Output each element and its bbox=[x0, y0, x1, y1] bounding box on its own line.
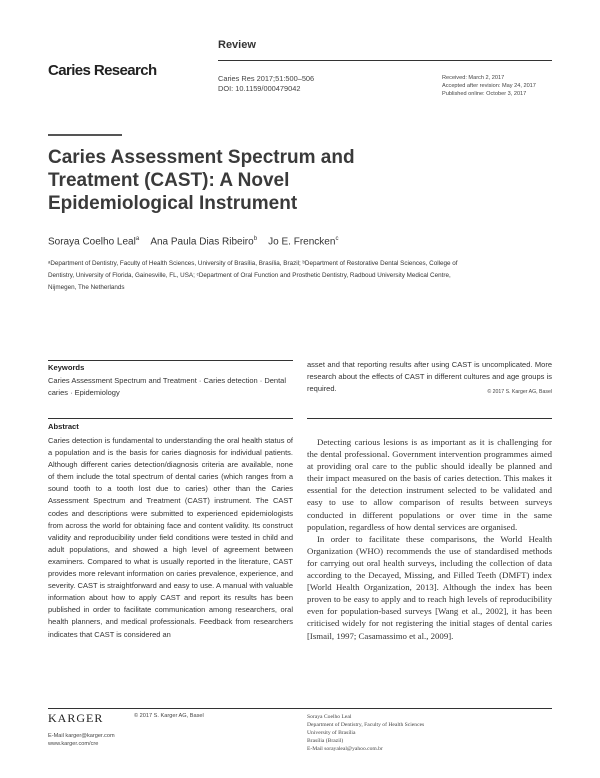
footer-copyright: © 2017 S. Karger AG, Basel bbox=[134, 713, 204, 719]
citation-block bbox=[218, 74, 314, 94]
publisher-website[interactable]: www.karger.com/cre bbox=[48, 741, 99, 747]
abstract-heading: Abstract bbox=[48, 422, 79, 431]
body-paragraph: In order to facilitate these comparisons, the World Health Organization (WHO) recommends the use of standardised methods for carrying out oral health surveys, including the collection of data according to the Decayed, Missing, and Filled Teeth (DMFT) index [World Health Organization, 2013]. Although the index has been proven to be easy to apply and to reach high levels of reproducibility even for population-based surveys [Wang et al., 2002], it has been criticised widely for not registering the initial stages of dental caries [Ismail, 1997; Casamassimo et al., 2009]. bbox=[307, 533, 552, 641]
keywords-rule bbox=[48, 360, 293, 361]
received-date: Received: March 2, 2017 bbox=[442, 75, 505, 81]
keywords-text: Caries Assessment Spectrum and Treatment · Caries detection · Dental caries · Epidemiology bbox=[48, 376, 287, 397]
publisher-logo: KARGER bbox=[48, 711, 104, 725]
author-list bbox=[48, 236, 338, 247]
section-label: Review bbox=[218, 39, 256, 51]
author-name: Jo E. Frencken bbox=[268, 236, 336, 248]
corr-university: University of Brasília bbox=[307, 730, 356, 736]
dates-block bbox=[442, 74, 536, 98]
body-text bbox=[307, 436, 552, 642]
author-name: Ana Paula Dias Ribeiro bbox=[150, 236, 254, 248]
abstract-text: Caries detection is fundamental to understanding the oral health status of a population and is the basis for caries diagnosis for individual patients. Although different caries detection/diagnosis criteria are available, none of them include the total spectrum of dental caries (which ranges from a sound tooth to a tooth lost due to caries) other than the Caries Assessment Spectrum and Treatment (CAST) instrument. The CAST codes and descriptions were submitted to experienced epidemiologists from across the world for obtaining face and content validity. Its construct validity and reproducibility under field conditions were tested in child and adult populations, and showed a high level of agreement between examiners. Compared to what is usually reported in the literature, CAST provides more relevant information on caries prevalence, experience, and severity. CAST is straightforward and easy to use. A manual with valuable information about how to apply CAST and report its results has been published in order to facilitate communication among researchers, oral health planners, and medical professionals. Feedback from researchers indicates that CAST is considered an bbox=[48, 436, 293, 639]
published-date: Published online: October 3, 2017 bbox=[442, 91, 527, 97]
abstract-continuation: asset and that reporting results after using CAST is uncomplicated. More research about the effects of CAST in different cultures and age groups is required. bbox=[307, 360, 552, 394]
affiliations: ᵃDepartment of Dentistry, Faculty of Health Sciences, University of Brasília, Brasília, Brazil; ᵇDepartment of Restorative Dental Sciences, College of Dentistry, University of Florida, Gainesville, FL, USA; ᶜDepartment of Oral Function and Prosthetic Dentistry, Radboud University Medical Centre, Nijmegen, The Netherlands bbox=[48, 260, 458, 291]
journal-name: Caries Research bbox=[48, 62, 157, 79]
correspondence-block bbox=[307, 713, 424, 753]
doi-link[interactable]: DOI: 10.1159/000479042 bbox=[218, 84, 301, 93]
author-affil-mark: c bbox=[335, 236, 339, 242]
corr-name: Soraya Coelho Leal bbox=[307, 714, 352, 720]
header-rule bbox=[218, 60, 552, 61]
title-accent-bar bbox=[48, 134, 122, 136]
abstract-rule bbox=[48, 418, 293, 419]
author-affil-mark: a bbox=[135, 236, 140, 242]
abstract-end-rule bbox=[307, 418, 552, 419]
author-affil-mark: b bbox=[253, 236, 258, 242]
publisher-contact bbox=[48, 732, 115, 748]
accepted-date: Accepted after revision: May 24, 2017 bbox=[442, 83, 536, 89]
footer-rule bbox=[48, 708, 552, 709]
body-paragraph: Detecting carious lesions is as important as it is challenging for the dental professional. Government intervention programmes aimed at providing oral care to the public should ideally be planned and their impact measured on the basis of caries detection. This makes it essential for the detection instrument selected to be validated and easy to use to allow comparison of results between surveys conducted in different populations or over time in the same population, regardless of how dental services are organised. bbox=[307, 437, 552, 532]
author-name: Soraya Coelho Leal bbox=[48, 236, 136, 248]
publisher-email[interactable]: E-Mail karger@karger.com bbox=[48, 733, 115, 739]
abstract-copyright: © 2017 S. Karger AG, Basel bbox=[487, 389, 552, 395]
article-title: Caries Assessment Spectrum and Treatment (CAST): A Novel Epidemiological Instrument bbox=[48, 147, 355, 214]
corr-email[interactable]: E-Mail sorayaleal@yahoo.com.br bbox=[307, 746, 383, 752]
corr-city: Brasília (Brazil) bbox=[307, 738, 344, 744]
keywords-heading: Keywords bbox=[48, 363, 85, 372]
citation: Caries Res 2017;51:500–506 bbox=[218, 74, 315, 83]
corr-department: Department of Dentistry, Faculty of Health Sciences bbox=[307, 722, 425, 728]
